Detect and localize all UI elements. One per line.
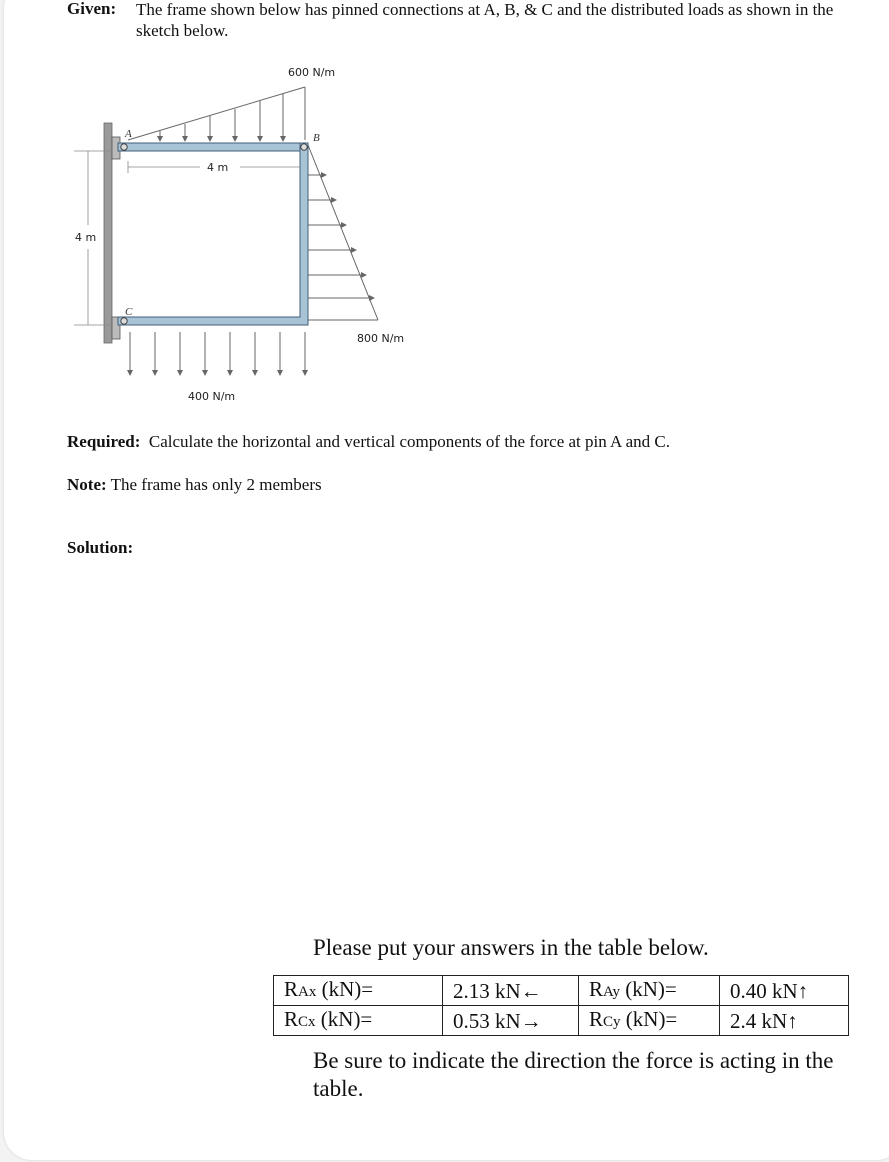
- note-label: Note:: [67, 475, 107, 494]
- frame-diagram: [60, 55, 420, 415]
- load-top-label: 600 N/m: [288, 66, 336, 79]
- point-a-label: A: [125, 128, 132, 140]
- value-rcx[interactable]: 0.53 kN→: [443, 1006, 579, 1036]
- top-distributed-load: [128, 87, 305, 141]
- note-text: The frame has only 2 members: [110, 475, 322, 494]
- value-ray[interactable]: 0.40 kN↑: [720, 976, 849, 1006]
- bottom-distributed-load: [130, 332, 305, 375]
- table-row: [274, 1006, 849, 1036]
- answers-table: [273, 975, 849, 1036]
- solution-heading: Solution:: [67, 538, 134, 557]
- value-rcy[interactable]: 2.4 kN↑: [720, 1006, 849, 1036]
- wall-support: [104, 123, 112, 343]
- given-label: Given:: [67, 0, 117, 18]
- dim-vertical-label: 4 m: [75, 231, 97, 244]
- required-label: Required:: [67, 432, 141, 451]
- required-text: Calculate the horizontal and vertical components of the force at pin A and C.: [148, 432, 671, 451]
- answers-title: Please put your answers in the table below.: [313, 935, 709, 960]
- pin-c: [121, 318, 127, 324]
- reminder-text: Be sure to indicate the direction the force is acting in the table.: [313, 1048, 834, 1101]
- pin-b: [301, 144, 307, 150]
- point-c-label: C: [125, 306, 133, 318]
- load-right-label: 800 N/m: [357, 332, 405, 345]
- point-b-label: B: [313, 132, 320, 144]
- dim-horizontal-label: 4 m: [207, 161, 229, 174]
- label-rcx: RCx (kN)=: [274, 1006, 443, 1036]
- label-rcy: RCy (kN)=: [579, 1006, 720, 1036]
- member-ab: [118, 143, 308, 151]
- table-row: [274, 976, 849, 1006]
- load-bottom-label: 400 N/m: [188, 390, 236, 403]
- note-statement: [67, 475, 322, 495]
- required-statement: [67, 432, 670, 452]
- pin-a: [121, 144, 127, 150]
- label-rax: RAx (kN)=: [274, 976, 443, 1006]
- value-rax[interactable]: 2.13 kN←: [443, 976, 579, 1006]
- label-ray: RAy (kN)=: [579, 976, 720, 1006]
- given-text: The frame shown below has pinned connections at A, B, & C and the distributed loads as shown in the sketch below.: [136, 0, 834, 40]
- right-distributed-load: [308, 145, 378, 320]
